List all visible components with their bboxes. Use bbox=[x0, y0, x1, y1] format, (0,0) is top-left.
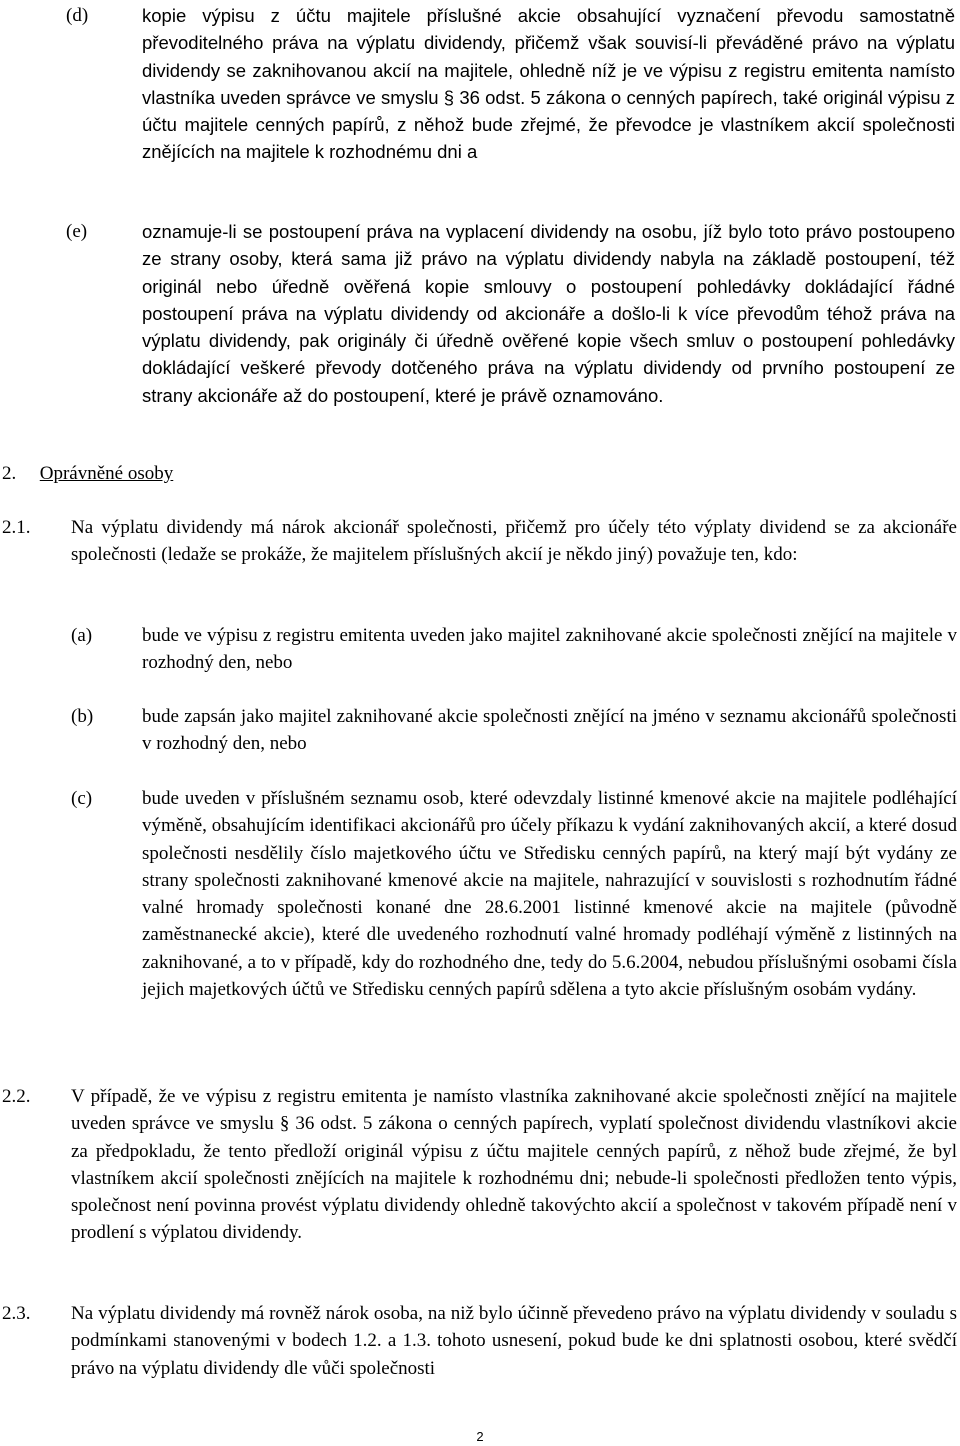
item-e-text: oznamuje-li se postoupení práva na vyplacení dividendy na osobu, jíž bylo toto právo postoupeno ze strany osoby, která sama již právo na výplatu dividendy nabyla na základě postoupení, též originál nebo úředně ověřená kopie smlouvy o postoupení pohledávky dokládající řádné postoupení práva na výplatu dividendy od akcionáře a došlo-li k více převodům téhož práva na výplatu dividendy, pak originály či úředně ověřené kopie všech smluv o postoupení pohledávky dokládající veškeré převody dotčeného práva na výplatu dividendy od prvního postoupení ze strany akcionáře až do postoupení, které je právě oznamováno. bbox=[142, 221, 955, 406]
item-c-text: bude uveden v příslušném seznamu osob, které odevzdaly listinné kmenové akcie na majitele podléhající výměně, obsahujícím identifikaci akcionářů pro účely příkazu k vydání zaknihovaných akcií, a které dosud společnosti nesdělily číslo majetkového účtu ve Středisku cenných papírů, na který mají být vydány ze strany společnosti zaknihované kmenové akcie na majitele, nahrazující v souvislosti s rozhodnutím řádné valné hromady společnosti konané dne 28.6.2001 listinné kmenové akcie na majitele (původně zaměstnanecké akcie), které dle uvedeného rozhodnutí valné hromady podléhají výměně z listinných na zaknihované, a to v případě, kdy do rozhodného dne, tedy do 5.6.2004, nebudou příslušnými osobami čísla jejich majetkových účtů ve Středisku cenných papírů sdělena a tyto akcie příslušným osobám vydány. bbox=[142, 788, 957, 1001]
section-number: 2. bbox=[2, 463, 17, 484]
para-2-3-number: 2.3. bbox=[2, 1303, 31, 1324]
para-2-1-text: Na výplatu dividendy má nárok akcionář společnosti, přičemž pro účely této výplaty dividend se za akcionáře společnosti (ledaže se prokáže, že majitelem příslušných akcií je někdo jiný) považuje ten, kdo: bbox=[71, 517, 957, 566]
item-a-text: bude ve výpisu z registru emitenta uveden jako majitel zaknihované akcie společnosti znějící na majitele v rozhodný den, nebo bbox=[142, 625, 957, 674]
page-number: 2 bbox=[476, 1429, 484, 1444]
section-heading bbox=[2, 460, 173, 487]
item-d-text: kopie výpisu z účtu majitele příslušné akcie obsahující vyznačení převodu samostatně převoditelného práva na výplatu dividendy, přičemž však souvisí-li převáděné právo na výplatu dividendy se zaknihovanou akcií na majitele, ohledně níž je ve výpisu z registru emitenta namísto vlastníka uveden správce ve smyslu § 36 odst. 5 zákona o cenných papírech, také originál výpisu z účtu majitele cenných papírů, z něhož bude zřejmé, že převodce je vlastníkem akcií společnosti znějících na majitele k rozhodnému dni a bbox=[142, 5, 955, 163]
item-b-text: bude zapsán jako majitel zaknihované akcie společnosti znějící na jméno v seznamu akcionářů společnosti v rozhodný den, nebo bbox=[142, 706, 957, 755]
item-a-label: (a) bbox=[71, 625, 93, 646]
para-2-2-text: V případě, že ve výpisu z registru emitenta je namísto vlastníka zaknihované akcie společnosti znějící na majitele uveden správce ve smyslu § 36 odst. 5 zákona o cenných papírech, vyplatí společnost dividendu vlastníkovi akcie za předpokladu, že tento předloží originál výpisu z účtu majitele cenných papírů, z něhož bude zřejmé, že byl vlastníkem akcií společnosti znějících na majitele k rozhodnému dni; nebude-li společnosti předložen tento výpis, společnost není povinna provést výplatu dividendy ohledně takovýchto akcií a společnost v takovém případě není v prodlení s výplatou dividendy. bbox=[71, 1086, 957, 1244]
para-2-3-text: Na výplatu dividendy má rovněž nárok osoba, na niž bylo účinně převedeno právo na výplatu dividendy v souladu s podmínkami stanovenými v bodech 1.2. a 1.3. tohoto usnesení, pokud bude ke dni splatnosti osobou, které svědčí právo na výplatu dividendy dle vůči společnosti bbox=[71, 1303, 957, 1379]
section-title: Oprávněné osoby bbox=[39, 463, 174, 484]
para-2-2-number: 2.2. bbox=[2, 1086, 31, 1107]
para-2-1-number: 2.1. bbox=[2, 517, 31, 538]
item-d-label: (d) bbox=[66, 5, 89, 26]
item-b-label: (b) bbox=[71, 706, 94, 727]
item-e-label: (e) bbox=[66, 221, 88, 242]
item-c-label: (c) bbox=[71, 788, 93, 809]
